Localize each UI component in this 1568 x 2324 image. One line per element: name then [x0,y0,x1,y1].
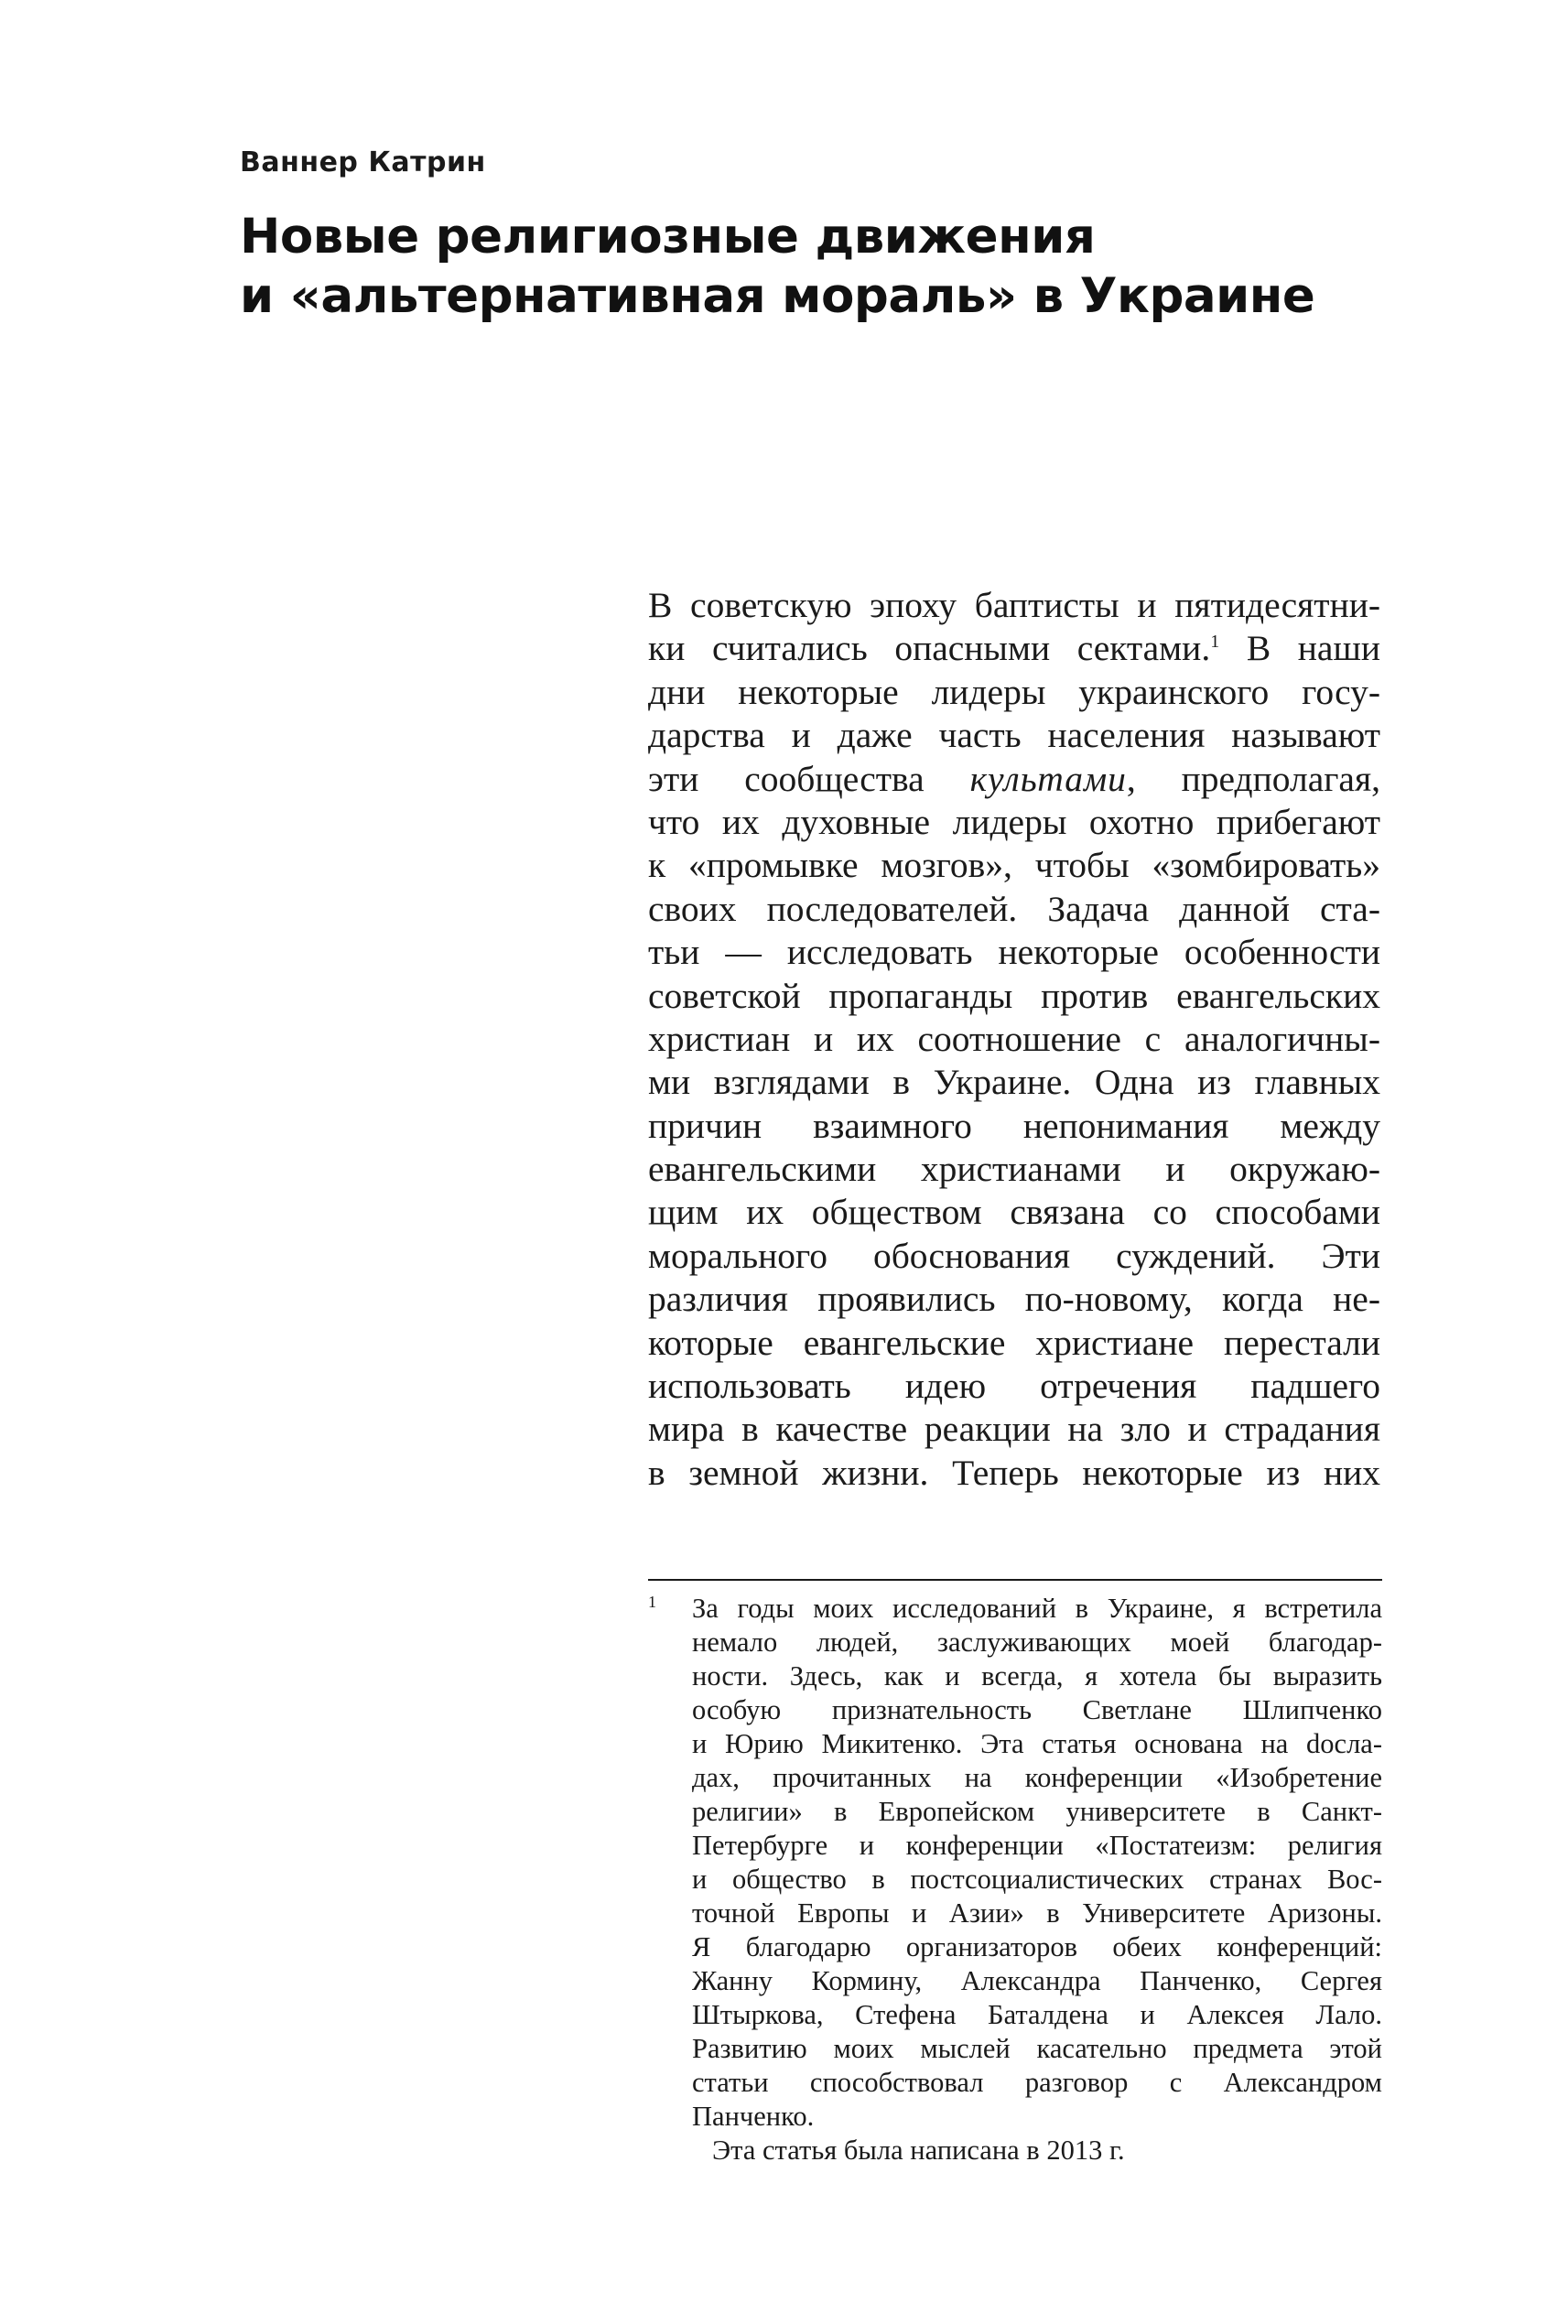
body-line: тьи — исследовать некоторые особенности [648,932,1380,973]
footnote-divider [648,1579,1382,1581]
body-text-segment: , предполагая, [1126,758,1381,799]
footnote-line: ности. Здесь, как и всегда, я хотела бы выразить [692,1660,1382,1692]
footnote-line: Я благодарю организаторов обеих конференций: [692,1931,1382,1962]
footnote-line: Петербурге и конференции «Постатеизм: религия [692,1830,1382,1861]
body-line: ми взглядами в Украине. Одна из главных [648,1062,1380,1103]
footnote-line: Жанну Кормину, Александра Панченко, Сергея [692,1965,1382,1996]
author-name: Ваннер Катрин [240,146,486,178]
footnote-line: За годы моих исследований в Украине, я встретила [692,1593,1382,1624]
footnote-line: дах, прочитанных на конференции «Изобретение [692,1762,1382,1793]
body-line: в земной жизни. Теперь некоторые из них [648,1452,1380,1493]
footnote-line: и Юрию Микитенко. Эта статья основана на docла- [692,1728,1382,1759]
title-line: Новые религиозные движения [240,209,1096,265]
body-line: причин взаимного непонимания между [648,1105,1380,1146]
footnote-line: Эта статья была написана в 2013 г. [712,2135,1125,2166]
footnote-line: Развитию моих мыслей касательно предмета этой [692,2033,1382,2064]
body-line: мира в качестве реакции на зло и страдания [648,1409,1380,1450]
body-text-segment: эти сообщества [648,758,970,799]
body-line: дарства и даже часть населения называют [648,715,1380,756]
footnote-line: статьи способствовал разговор с Александром [692,2067,1382,2098]
body-line: дни некоторые лидеры украинского госу- [648,671,1380,712]
body-line: христиан и их соотношение с аналогичны- [648,1018,1380,1059]
body-line: которые евангельские христиане перестали [648,1322,1380,1363]
footnote-number: 1 [648,1593,656,1611]
footnote-line: точной Европы и Азии» в Университете Аризоны. [692,1897,1382,1929]
body-line: евангельскими христианами и окружаю- [648,1149,1380,1190]
emphasized-term: культами [969,758,1127,799]
body-line: щим их обществом связана со способами [648,1192,1380,1233]
article-title [240,207,1314,326]
body-line: своих последователей. Задача данной ста- [648,888,1380,929]
footnote-line: Штыркова, Стефена Баталдена и Алексея Лало. [692,1999,1382,2030]
body-line: различия проявились по-новому, когда не- [648,1279,1380,1320]
body-line: советской пропаганды против евангельских [648,975,1380,1016]
body-line: В советскую эпоху баптисты и пятидесятни- [648,585,1380,625]
body-line: к «промывке мозгов», чтобы «зомбировать» [648,845,1380,886]
body-line [648,758,1380,801]
body-paragraph [648,584,1380,1495]
footnote-line: и общество в постсоциалистических странах Вос- [692,1864,1382,1895]
title-line: и «альтернативная мораль» в Украине [240,268,1315,324]
footnote-reference[interactable]: 1 [1210,632,1220,653]
footnote-text [692,1592,1382,2167]
body-text-segment: В наши [1219,628,1380,669]
footnote-line: Панченко. [692,2101,815,2132]
body-text-segment: ки считались опасными сектами. [648,628,1211,669]
footnote-line: религии» в Европейском университете в Санкт- [692,1796,1382,1827]
body-line: использовать идею отречения падшего [648,1366,1380,1407]
footnote-line: немало людей, заслуживающих моей благодар- [692,1627,1382,1658]
body-line: что их духовные лидеры охотно прибегают [648,801,1380,842]
body-line [648,627,1380,670]
footnote-line: особую признательность Светлане Шлипченко [692,1694,1382,1725]
body-line: морального обоснования суждений. Эти [648,1235,1380,1276]
